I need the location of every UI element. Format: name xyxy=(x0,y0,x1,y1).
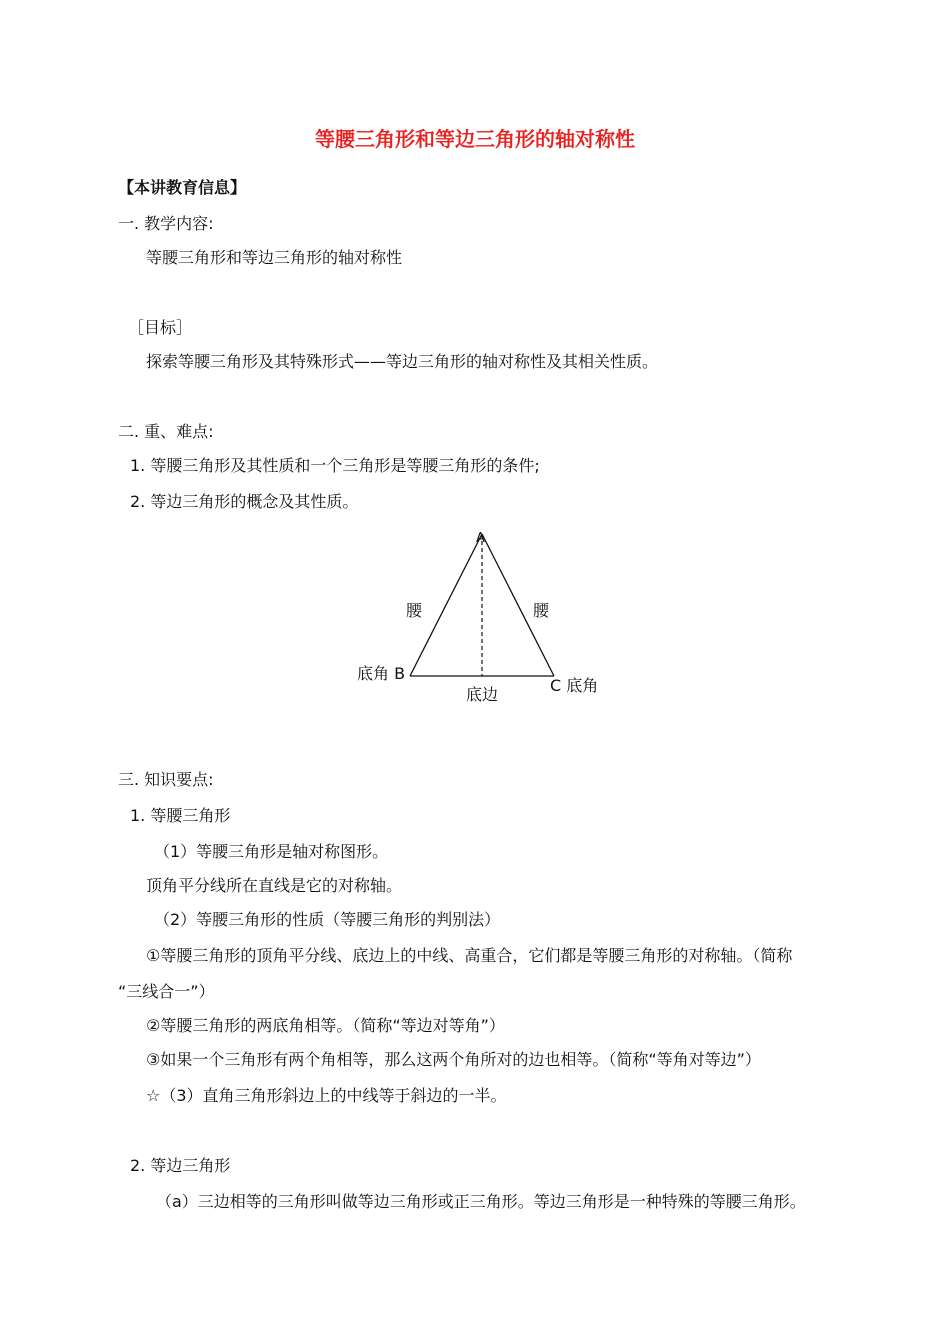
paragraph-1: （1）等腰三角形是轴对称图形。 xyxy=(154,842,389,861)
left-base-label: 底角 B xyxy=(357,664,406,683)
paragraph-2: 顶角平分线所在直线是它的对称轴。 xyxy=(146,876,403,895)
page-title: 等腰三角形和等边三角形的轴对称性 xyxy=(315,127,635,151)
goal-label: ［目标］ xyxy=(128,318,193,337)
isosceles-triangle-diagram xyxy=(340,520,620,720)
section-2-item-1: 1. 等腰三角形及其性质和一个三角形是等腰三角形的条件; xyxy=(130,456,540,475)
right-base-label: C 底角 xyxy=(550,676,599,695)
section-1-content: 等腰三角形和等边三角形的轴对称性 xyxy=(146,248,403,267)
left-side-label: 腰 xyxy=(406,601,423,620)
section-2-item-2: 2. 等边三角形的概念及其性质。 xyxy=(130,492,359,511)
goal-text: 探索等腰三角形及其特殊形式——等边三角形的轴对称性及其相关性质。 xyxy=(146,352,659,371)
right-side-label: 腰 xyxy=(533,601,550,620)
paragraph-5: ②等腰三角形的两底角相等。（简称“等边对等角”） xyxy=(146,1016,505,1035)
section-2-heading: 二. 重、难点: xyxy=(118,422,214,441)
paragraph-7: ☆（3）直角三角形斜边上的中线等于斜边的一半。 xyxy=(146,1086,507,1105)
paragraph-6: ③如果一个三角形有两个角相等，那么这两个角所对的边也相等。（简称“等角对等边”） xyxy=(146,1050,761,1069)
paragraph-3: （2）等腰三角形的性质（等腰三角形的判别法） xyxy=(154,910,501,929)
section-3-heading: 三. 知识要点: xyxy=(118,770,214,789)
base-label: 底边 xyxy=(466,685,499,704)
info-header: 【本讲教育信息】 xyxy=(118,178,247,197)
apex-label: A xyxy=(476,531,485,546)
section-1-heading: 一. 教学内容: xyxy=(118,214,214,233)
subsection-2-heading: 2. 等边三角形 xyxy=(130,1156,231,1175)
paragraph-8: （a）三边相等的三角形叫做等边三角形或正三角形。等边三角形是一种特殊的等腰三角形。 xyxy=(156,1192,806,1211)
paragraph-4b: “三线合一”） xyxy=(118,982,215,1001)
subsection-1-heading: 1. 等腰三角形 xyxy=(130,806,231,825)
paragraph-4a: ①等腰三角形的顶角平分线、底边上的中线、高重合，它们都是等腰三角形的对称轴。（简称 xyxy=(146,946,793,965)
